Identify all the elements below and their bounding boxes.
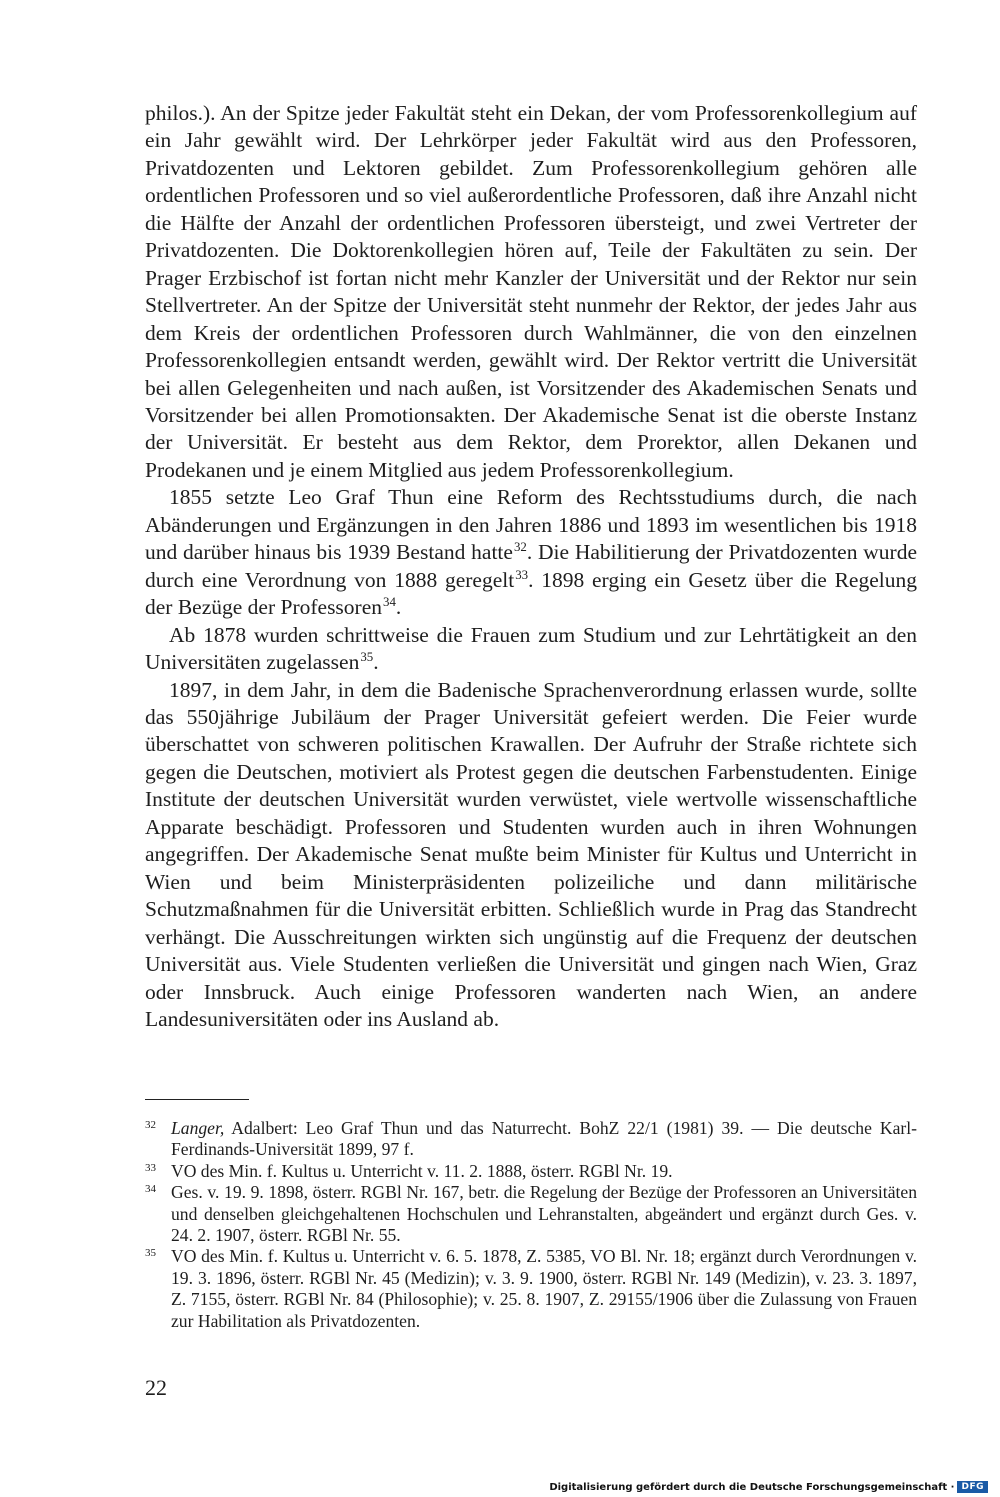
footnote xyxy=(145,1182,917,1246)
paragraph-text: philos.). An der Spitze jeder Fakultät steht ein Dekan, der vom Professorenkollegium auf ein Jahr gewählt wird. Der Lehrkörper jeder Fakultät wird aus den Professoren, Privatdozenten und Lektoren gebildet. Zum Professorenkollegium gehören alle ordentlichen Professoren und so viel außerordentliche Professoren, daß ihre Anzahl nicht die Hälfte der Anzahl der ordentlichen Professoren übersteigt, und zwei Vertreter der Privatdozenten. Die Doktorenkollegien hören auf, Teile der Fakultäten zu sein. Der Prager Erzbischof ist fortan nicht mehr Kanzler der Universität und der Rektor nur sein Stellvertreter. An der Spitze der Universität steht nunmehr der Rektor, der jedes Jahr aus dem Kreis der ordentlichen Professoren durch Wahlmänner, die von den einzelnen Professorenkollegien entsandt werden, gewählt wird. Der Rektor vertritt die Universität bei allen Gelegenheiten und nach außen, ist Vorsitzender des Akademischen Senats und Vorsitzender bei allen Promotionsakten. Der Akademische Senat ist die oberste Instanz der Universität. Er besteht aus dem Rektor, dem Prorektor, allen Dekanen und Prodekanen und je einem Mitglied aus jedem Professorenkollegium. xyxy=(145,101,917,482)
dfg-banner-text: Digitalisierung gefördert durch die Deutsche Forschungsgemeinschaft · xyxy=(549,1481,955,1493)
paragraph-text: 1897, in dem Jahr, in dem die Badenische Sprachenverordnung erlassen wurde, sollte das 550jährige Jubiläum der Prager Universität gefeiert werden. Die Feier wurde überschattet von schweren politischen Krawallen. Der Aufruhr der Straße richtete sich gegen die Deutschen, motiviert als Protest gegen die deutschen Farbenstudenten. Einige Institute der deutschen Universität wurden verwüstet, viele wertvolle wissenschaftliche Apparate beschädigt. Professoren und Studenten wurden auch in ihren Wohnungen angegriffen. Der Akademische Senat mußte beim Minister für Kultus und Unterricht in Wien und beim Ministerpräsidenten polizeiliche und dann militärische Schutzmaßnahmen für die Universität erbitten. Schließlich wurde in Prag das Standrecht verhängt. Die Ausschreitungen wirkten sich ungünstig auf die Frequenz der deutschen Universität aus. Viele Studenten verließen die Universität und gingen nach Wien, Graz oder Innsbruck. Auch einige Professoren wanderten nach Wien, an andere Landesuniversitäten oder ins Ausland ab. xyxy=(145,677,917,1031)
dfg-logo: DFG xyxy=(957,1481,988,1493)
footnote-text: Ges. v. 19. 9. 1898, österr. RGBl Nr. 167, betr. die Regelung der Bezüge der Professoren an Universitäten und denselben gleichgehaltenen Hochschulen und Lehranstalten, abgeändert und ergänzt durch Ges. v. 24. 2. 1907, österr. RGBl Nr. 55. xyxy=(171,1182,917,1246)
footnote-ref: 34 xyxy=(383,595,396,609)
paragraph xyxy=(145,677,917,1034)
body-text xyxy=(145,100,917,1033)
footnote xyxy=(145,1246,917,1332)
dfg-banner xyxy=(549,1481,988,1493)
footnote-number: 34 xyxy=(145,1183,156,1196)
paragraph-text: . Die Habilitierung der Privatdozenten wurde durch eine Verordnung von 1888 geregelt xyxy=(145,540,917,592)
footnote-text: VO des Min. f. Kultus u. Unterricht v. 11. 2. 1888, österr. RGBl Nr. 19. xyxy=(171,1160,673,1181)
footnote-ref: 32 xyxy=(513,540,527,555)
paragraph xyxy=(145,100,917,484)
paragraph-text: Ab 1878 wurden schrittweise die Frauen zum Studium und zur Lehrtätigkeit an den Universitäten zugelassen xyxy=(145,622,917,675)
page-number: 22 xyxy=(145,1375,167,1400)
paragraph-text: 1855 setzte Leo Graf Thun eine Reform des Rechtsstudiums durch, die nach Abänderungen und Ergänzungen in den Jahren 1886 und 1893 im wesentlichen bis 1918 und darüber hinaus bis 1939 Bestand hatte xyxy=(145,485,917,565)
paragraph-text: . 1898 erging ein Gesetz über die Regelung der Bezüge der Professoren xyxy=(145,567,917,620)
footnote xyxy=(145,1118,917,1161)
footnote-separator xyxy=(145,1099,249,1100)
paragraph-text: . xyxy=(373,650,379,675)
paragraph-text: . xyxy=(395,595,402,620)
footnote-number: 35 xyxy=(145,1247,156,1260)
footnote xyxy=(145,1161,917,1182)
footnote-ref: 35 xyxy=(360,649,374,664)
footnote-number: 33 xyxy=(145,1161,156,1174)
paragraph xyxy=(145,484,917,621)
footnotes xyxy=(145,1118,917,1332)
paragraph xyxy=(145,622,917,677)
footnote-text: Adalbert: Leo Graf Thun und das Naturrecht. BohZ 22/1 (1981) 39. — Die deutsche Karl-Ferdinands-Universität 1899, 97 f. xyxy=(171,1118,917,1160)
footnote-ref: 33 xyxy=(515,567,529,582)
footnote-number: 32 xyxy=(145,1119,156,1131)
footnote-author: Langer, xyxy=(171,1118,225,1138)
footnote-text: VO des Min. f. Kultus u. Unterricht v. 6. 5. 1878, Z. 5385, VO Bl. Nr. 18; ergänzt durch Verordnungen v. 19. 3. 1896, österr. RGBl Nr. 45 (Medizin); v. 3. 9. 1900, österr. RGBl Nr. 149 (Medizin), v. 23. 3. 1897, Z. 7155, österr. RGBl Nr. 84 (Philosophie); v. 25. 8. 1907, Z. 29155/1906 über die Zulassung von Frauen zur Habilitation als Privatdozenten. xyxy=(171,1246,917,1331)
